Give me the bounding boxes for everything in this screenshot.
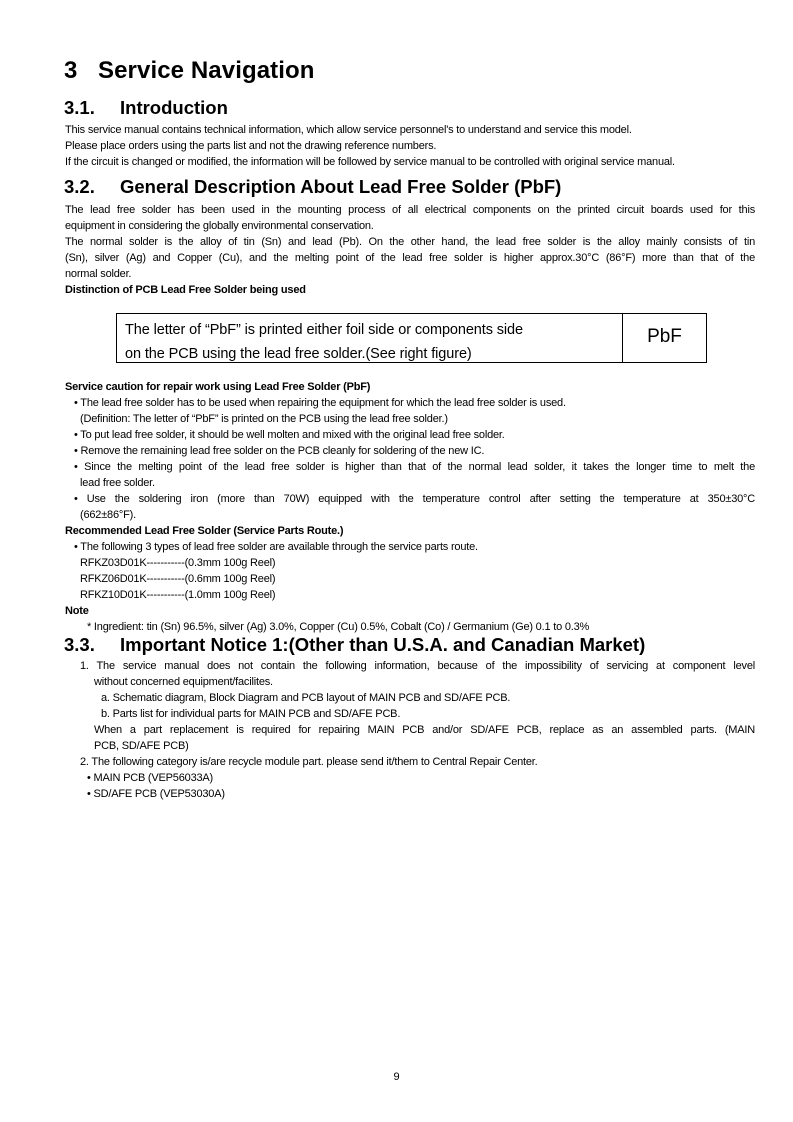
important-notice-text (65, 658, 755, 802)
list-item: • Remove the remaining lead free solder on the PCB cleanly for soldering of the new IC. (74, 445, 485, 457)
list-item: • The lead free solder has to be used when repairing the equipment for which the lead free solder is used. (74, 397, 566, 409)
list-item: without concerned equipment/facilites. (94, 676, 273, 688)
pbf-info-box (116, 313, 707, 363)
section-heading-important-notice: 3.3. Important Notice 1:(Other than U.S.A. and Canadian Market) (64, 634, 646, 655)
section-heading-lead-free-solder: 3.2. General Description About Lead Free Solder (PbF) (64, 176, 562, 197)
part-item: RFKZ10D01K-----------(1.0mm 100g Reel) (80, 589, 276, 601)
distinction-heading: Distinction of PCB Lead Free Solder being used (65, 284, 306, 296)
note-heading: Note (65, 605, 89, 617)
list-item: (662±86°F). (80, 509, 136, 521)
text-line: If the circuit is changed or modified, the information will be followed by service manual to be controlled with original service manual. (65, 156, 675, 168)
section-heading-introduction: 3.1. Introduction (64, 97, 228, 118)
text-line: The normal solder is the alloy of tin (Sn) and lead (Pb). On the other hand, the lead free solder is the alloy mainly consists of tin (65, 236, 755, 248)
list-item: a. Schematic diagram, Block Diagram and PCB layout of MAIN PCB and SD/AFE PCB. (101, 692, 511, 704)
service-caution (65, 379, 755, 635)
caution-heading: Service caution for repair work using Lead Free Solder (PbF) (65, 381, 371, 393)
text-line: This service manual contains technical information, which allow service personnel's to understand and service this model. (65, 124, 632, 136)
text-line: The lead free solder has been used in the mounting process of all electrical components on the printed circuit boards used for this (65, 204, 755, 216)
pbf-box-text (125, 318, 523, 366)
list-item: When a part replacement is required for repairing MAIN PCB and/or SD/AFE PCB, replace as an assembled parts. (MAIN (94, 724, 755, 736)
text-line: on the PCB using the lead free solder.(See right figure) (125, 346, 472, 362)
list-item: • Since the melting point of the lead free solder is higher than that of the normal lead solder, it takes the longer time to melt the (74, 461, 755, 473)
module-item: • MAIN PCB (VEP56033A) (87, 772, 213, 784)
list-item: (Definition: The letter of “PbF” is printed on the PCB using the lead free solder.) (80, 413, 448, 425)
text-line: equipment in considering the globally environmental conservation. (65, 220, 374, 232)
module-item: • SD/AFE PCB (VEP53030A) (87, 788, 225, 800)
list-item: PCB, SD/AFE PCB) (94, 740, 189, 752)
list-item: 1. The service manual does not contain the following information, because of the impossibility of servicing at component level (80, 660, 755, 672)
list-item: • To put lead free solder, it should be well molten and mixed with the original lead free solder. (74, 429, 505, 441)
recommended-heading: Recommended Lead Free Solder (Service Parts Route.) (65, 525, 344, 537)
list-item: lead free solder. (80, 477, 155, 489)
part-item: RFKZ06D01K-----------(0.6mm 100g Reel) (80, 573, 276, 585)
part-item: RFKZ03D01K-----------(0.3mm 100g Reel) (80, 557, 276, 569)
list-item: • The following 3 types of lead free solder are available through the service parts route. (74, 541, 478, 553)
list-item: 2. The following category is/are recycle module part. please send it/them to Central Repair Center. (80, 756, 538, 768)
page-number: 9 (393, 1071, 400, 1083)
intro-text (65, 122, 755, 170)
text-line: Please place orders using the parts list and not the drawing reference numbers. (65, 140, 437, 152)
text-line: normal solder. (65, 268, 132, 280)
text-line: The letter of “PbF” is printed either foil side or components side (125, 322, 523, 338)
list-item: • Use the soldering iron (more than 70W) equipped with the temperature control after setting the temperature at 350±30°C (74, 493, 755, 505)
chapter-title: 3 Service Navigation (64, 57, 315, 84)
text-line: (Sn), silver (Ag) and Copper (Cu), and the melting point of the lead free solder is higher approx.30°C (86°F) more than that of the (65, 252, 755, 264)
note-text: * Ingredient: tin (Sn) 96.5%, silver (Ag) 3.0%, Copper (Cu) 0.5%, Cobalt (Co) / Germanium (Ge) 0.1 to 0.3% (87, 621, 590, 633)
pbf-mark: PbF (647, 326, 682, 347)
list-item: b. Parts list for individual parts for MAIN PCB and SD/AFE PCB. (101, 708, 401, 720)
general-description-text (65, 202, 755, 298)
